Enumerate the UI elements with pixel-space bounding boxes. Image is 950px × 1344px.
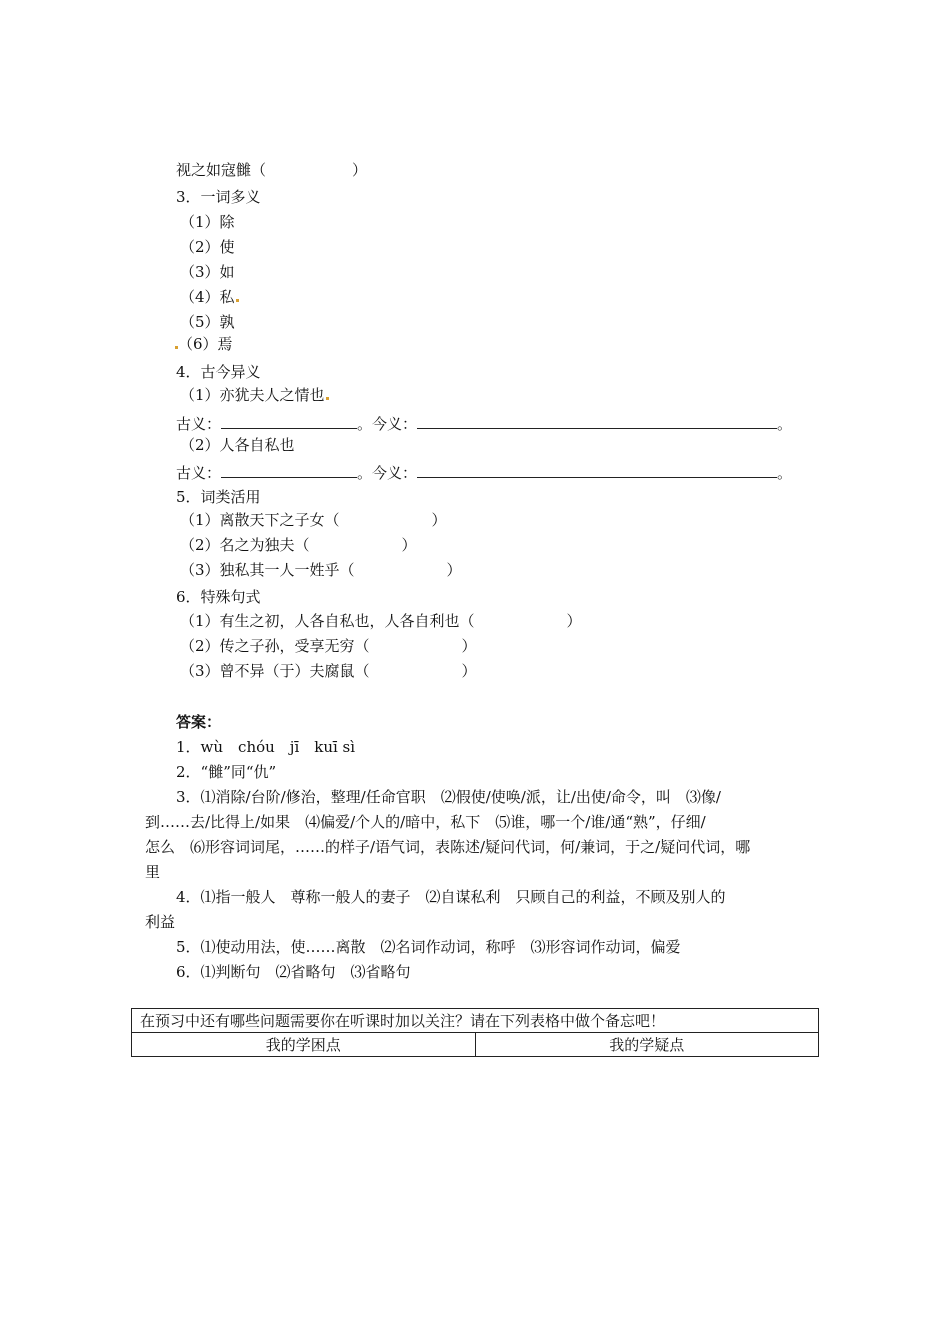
answer-3-line-3: 怎么 ⑹形容词词尾，……的样子/语气词，表陈述/疑问代词，何/兼词，于之/疑问代词，哪 xyxy=(145,838,751,856)
archaic-item-1-answer xyxy=(176,413,792,434)
answer-4-line-2: 利益 xyxy=(145,913,176,931)
word-class-item-1 xyxy=(180,510,447,530)
polysemy-item-5: （5）孰 xyxy=(180,313,235,331)
answer-5: 5．⑴使动用法，使……离散 ⑵名词作动词，称呼 ⑶形容词作动词，偏爱 xyxy=(176,938,681,956)
word-class-item-2 xyxy=(180,535,417,555)
q2-tail-text: 视之如寇雠（ xyxy=(176,161,267,179)
ancient-meaning-label: 古义： xyxy=(176,415,222,433)
answer-1: 1．wù chóu jī kuī sì xyxy=(176,738,356,756)
archaic-item-1-line xyxy=(180,385,329,405)
memo-table xyxy=(131,1008,819,1057)
archaic-item-1: （1）亦犹夫人之情也 xyxy=(180,386,325,404)
memo-header-row xyxy=(132,1033,819,1057)
close-paren: ） xyxy=(431,511,447,529)
answer-2: 2．“雠”同“仇” xyxy=(176,763,277,781)
answer-3-line-1: 3．⑴消除/台阶/修治，整理/任命官职 ⑵假使/使唤/派，让/出使/命令，叫 ⑶像/ xyxy=(176,788,721,806)
end-mark: 。 xyxy=(777,464,793,482)
ancient-meaning-blank[interactable] xyxy=(221,462,357,478)
answers-heading: 答案： xyxy=(176,713,222,731)
sentence-item-1-text: （1）有生之初，人各自私也，人各自利也（ xyxy=(180,612,475,630)
memo-col-difficulties: 我的学困点 xyxy=(132,1033,476,1057)
sentence-item-1 xyxy=(180,611,582,631)
word-class-item-3-text: （3）独私其一人一姓乎（ xyxy=(180,561,355,579)
sentence-item-3 xyxy=(180,661,477,681)
answer-4-line-1: 4．⑴指一般人 尊称一般人的妻子 ⑵自谋私利 只顾自己的利益，不顾及别人的 xyxy=(176,888,726,906)
close-paren: ） xyxy=(566,612,582,630)
polysemy-item-2: （2）使 xyxy=(180,238,235,256)
polysemy-item-1: （1）除 xyxy=(180,213,235,231)
end-mark: 。 xyxy=(777,415,793,433)
ancient-meaning-label: 古义： xyxy=(176,464,222,482)
sentence-item-3-text: （3）曾不异（于）夫腐鼠（ xyxy=(180,662,370,680)
memo-prompt: 在预习中还有哪些问题需要你在听课时加以关注？请在下列表格中做个备忘吧！ xyxy=(132,1009,819,1033)
memo-col-doubts: 我的学疑点 xyxy=(475,1033,819,1057)
polysemy-item-4-line xyxy=(180,287,239,307)
word-class-item-3 xyxy=(180,560,462,580)
close-paren: ） xyxy=(401,536,417,554)
modern-meaning-blank[interactable] xyxy=(417,413,777,429)
answer-3-line-2: 到……去/比得上/如果 ⑷偏爱/个人的/暗中，私下 ⑸谁，哪一个/谁/通“熟”，仔细/ xyxy=(145,813,706,831)
q2-tail-line xyxy=(176,160,367,180)
modern-meaning-label: 。今义： xyxy=(357,415,418,433)
edit-mark xyxy=(326,397,329,400)
section-6-title: 6．特殊句式 xyxy=(176,588,261,606)
archaic-item-2-answer xyxy=(176,462,792,483)
polysemy-item-6-line xyxy=(174,334,233,354)
polysemy-item-6: （6）焉 xyxy=(178,335,233,353)
close-paren: ） xyxy=(446,561,462,579)
polysemy-item-3: （3）如 xyxy=(180,263,235,281)
sentence-item-2-text: （2）传之子孙，受享无穷（ xyxy=(180,637,370,655)
ancient-meaning-blank[interactable] xyxy=(221,413,357,429)
modern-meaning-label: 。今义： xyxy=(357,464,418,482)
close-paren: ） xyxy=(461,662,477,680)
modern-meaning-blank[interactable] xyxy=(417,462,777,478)
section-4-title: 4．古今异义 xyxy=(176,363,261,381)
sentence-item-2 xyxy=(180,636,477,656)
section-3-title: 3．一词多义 xyxy=(176,188,261,206)
memo-prompt-row xyxy=(132,1009,819,1033)
word-class-item-2-text: （2）名之为独夫（ xyxy=(180,536,310,554)
archaic-item-2: （2）人各自私也 xyxy=(180,436,295,454)
answer-3-line-4: 里 xyxy=(145,863,161,881)
answer-6: 6．⑴判断句 ⑵省略句 ⑶省略句 xyxy=(176,963,411,981)
polysemy-item-4: （4）私 xyxy=(180,288,235,306)
close-paren: ） xyxy=(352,161,368,179)
edit-mark xyxy=(236,299,239,302)
word-class-item-1-text: （1）离散天下之子女（ xyxy=(180,511,340,529)
section-5-title: 5．词类活用 xyxy=(176,488,261,506)
close-paren: ） xyxy=(461,637,477,655)
